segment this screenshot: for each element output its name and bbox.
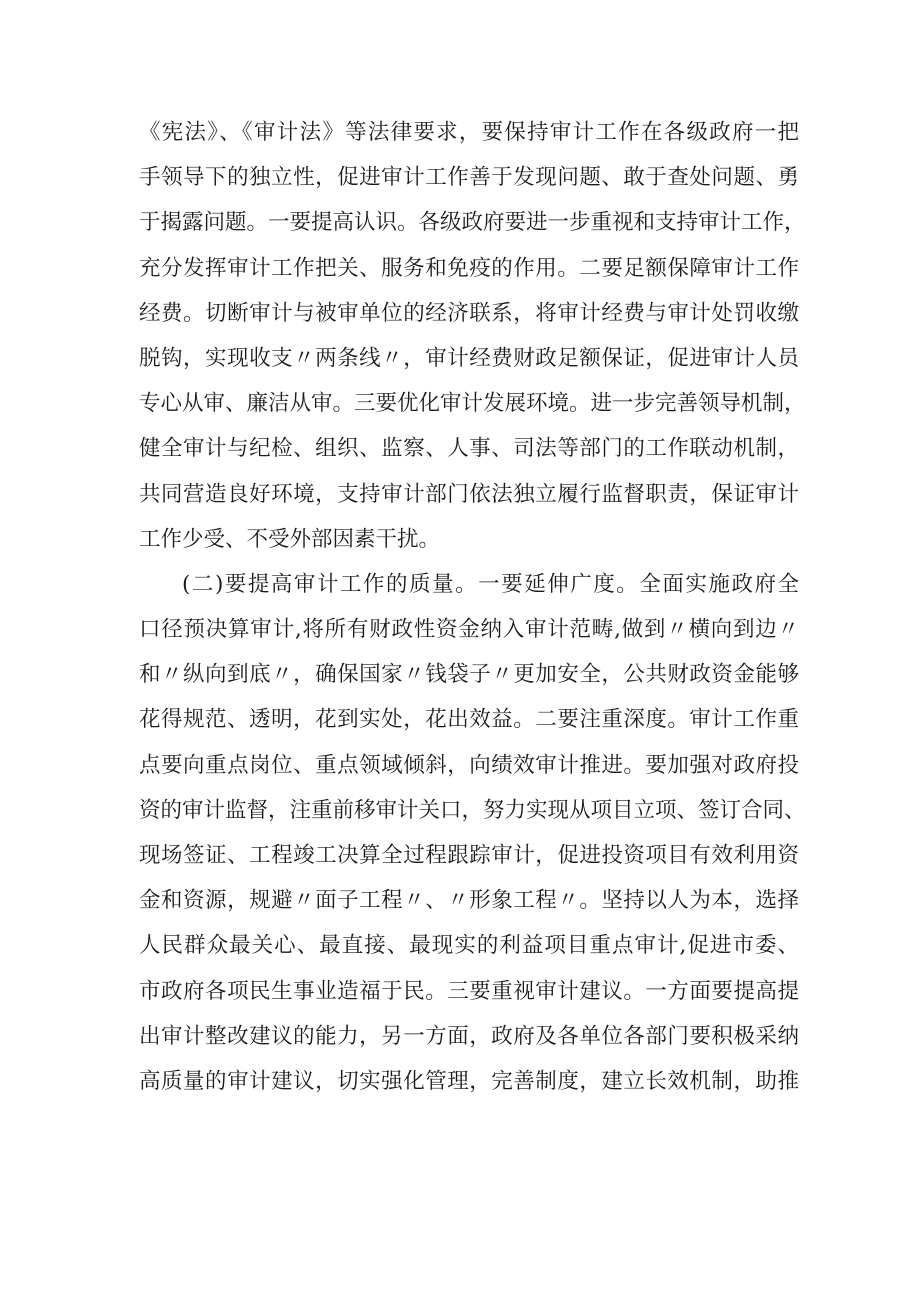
text-line: 出审计整改建议的能力，另一方面，政府及各单位各部门要积极采纳 bbox=[139, 1023, 799, 1049]
text-line: 市政府各项民生事业造福于民。三要重视审计建议。一方面要提高提 bbox=[139, 978, 799, 1004]
paragraph-1 bbox=[139, 110, 806, 562]
text-line: 共同营造良好环境，支持审计部门依法独立履行监督职责，保证审计 bbox=[139, 481, 799, 507]
document-body bbox=[139, 110, 806, 1104]
text-line: 脱钩，实现收支〃两条线〃，审计经费财政足额保证，促进审计人员 bbox=[139, 345, 799, 371]
text-line: 花得规范、透明，花到实处，花出效益。二要注重深度。审计工作重 bbox=[139, 707, 799, 733]
text-line: 高质量的审计建议，切实强化管理，完善制度，建立长效机制，助推 bbox=[139, 1068, 799, 1094]
text-line: 和〃纵向到底〃，确保国家〃钱袋子〃更加安全，公共财政资金能够 bbox=[139, 662, 799, 688]
text-line: 健全审计与纪检、组织、监察、人事、司法等部门的工作联动机制， bbox=[139, 436, 799, 462]
text-line: 口径预决算审计,将所有财政性资金纳入审计范畴,做到〃横向到边〃 bbox=[139, 617, 799, 643]
text-line: 资的审计监督，注重前移审计关口，努力实现从项目立项、签订合同、 bbox=[139, 797, 806, 823]
text-line: 工作少受、不受外部因素干扰。 bbox=[139, 526, 441, 552]
text-line: (二)要提高审计工作的质量。一要延伸广度。全面实施政府全 bbox=[182, 571, 799, 597]
text-line: 专心从审、廉洁从审。三要优化审计发展环境。进一步完善领导机制， bbox=[139, 391, 806, 417]
text-line: 金和资源，规避〃面子工程〃、〃形象工程〃。坚持以人为本，选择 bbox=[139, 888, 799, 914]
paragraph-2 bbox=[139, 562, 806, 1104]
text-line: 人民群众最关心、最直接、最现实的利益项目重点审计,促进市委、 bbox=[139, 933, 799, 959]
text-line: 于揭露问题。一要提高认识。各级政府要进一步重视和支持审计工作， bbox=[139, 210, 806, 236]
text-line: 点要向重点岗位、重点领域倾斜，向绩效审计推进。要加强对政府投 bbox=[139, 752, 799, 778]
text-line: 手领导下的独立性，促进审计工作善于发现问题、敢于查处问题、勇 bbox=[139, 165, 799, 191]
text-line: 现场签证、工程竣工决算全过程跟踪审计，促进投资项目有效利用资 bbox=[139, 843, 799, 868]
text-line: 经费。切断审计与被审单位的经济联系，将审计经费与审计处罚收缴 bbox=[139, 300, 799, 326]
text-line: 充分发挥审计工作把关、服务和免疫的作用。二要足额保障审计工作 bbox=[139, 255, 799, 281]
text-line: 《宪法》、《审计法》等法律要求，要保持审计工作在各级政府一把 bbox=[139, 120, 799, 145]
